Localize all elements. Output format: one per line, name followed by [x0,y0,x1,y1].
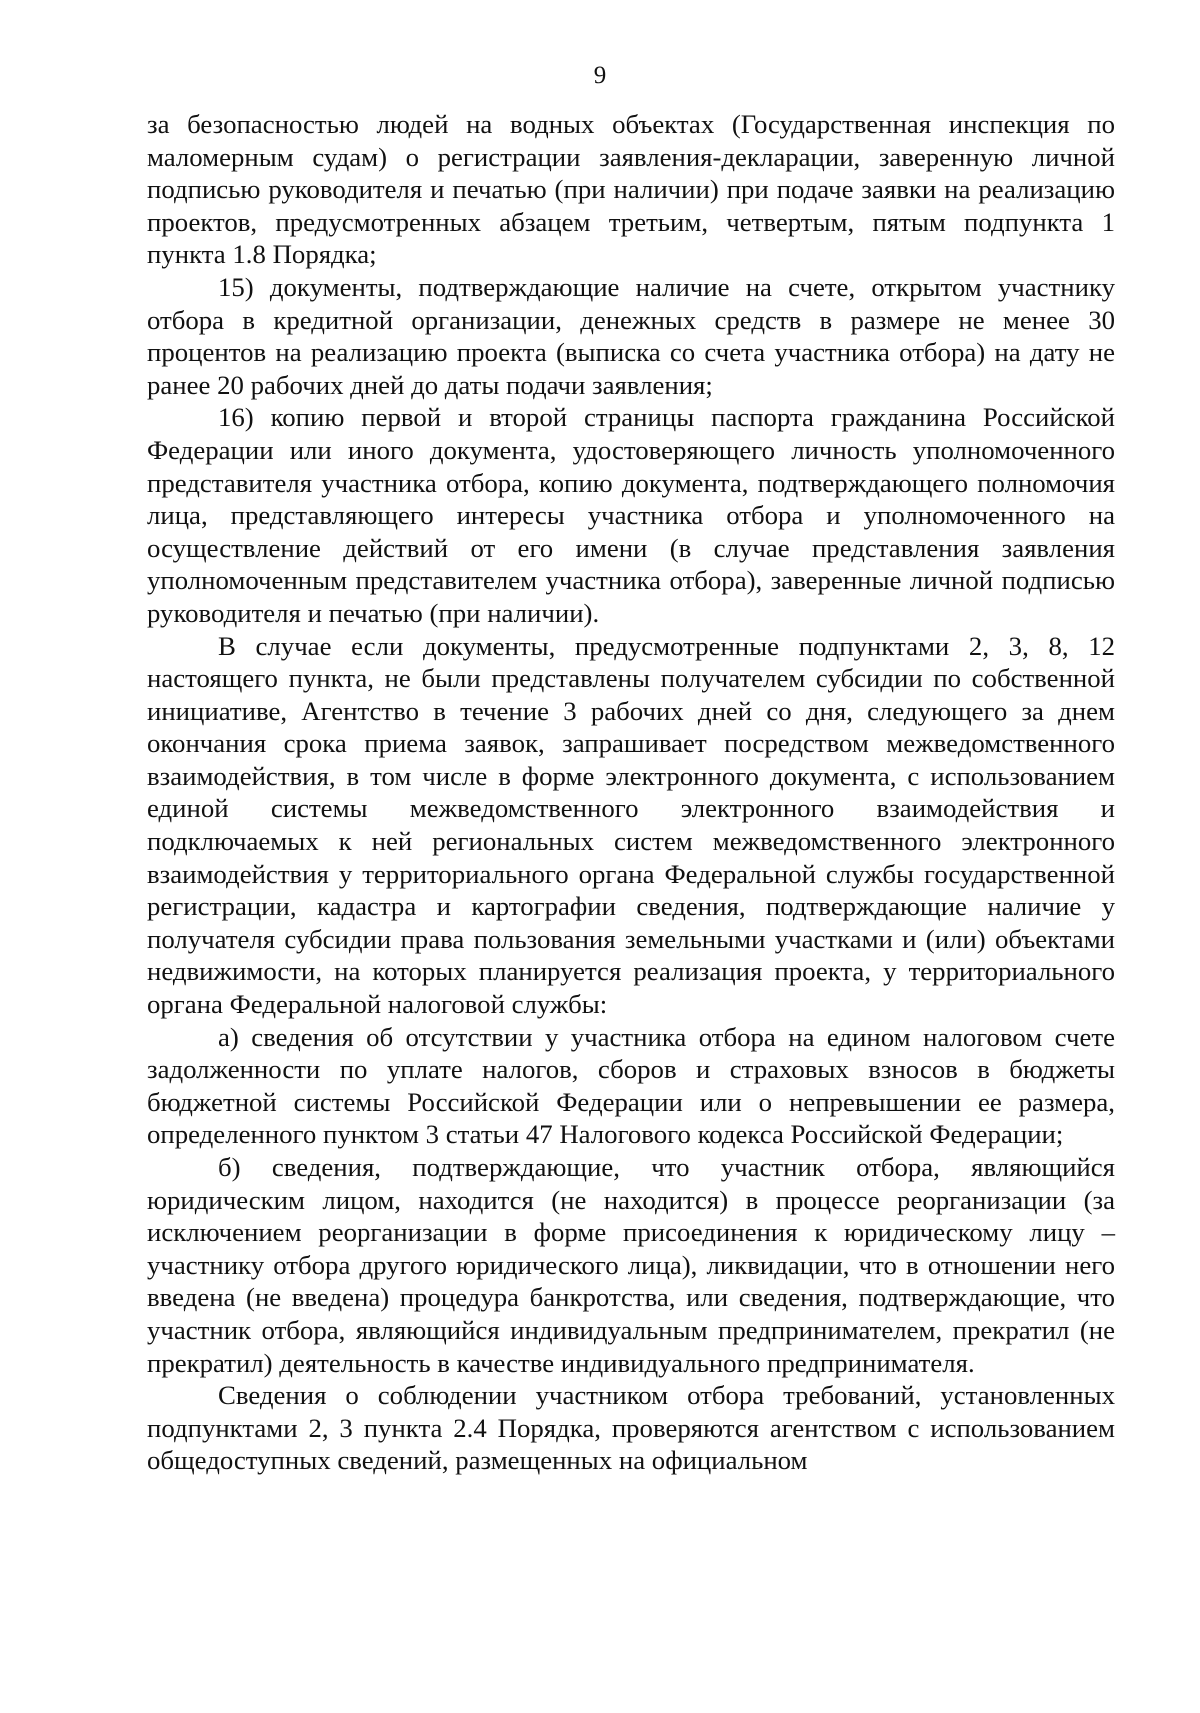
paragraph-interagency-request: В случае если документы, предусмотренные подпунктами 2, 3, 8, 12 настоящего пункта, не были представлены получателем субсидии по собственной инициативе, Агентство в течение 3 рабочих дней со дня, следующего за днем окончания срока приема заявок, запрашивает посредством межведомственного взаимодействия, в том числе в форме электронного документа, с использованием единой системы межведомственного электронного взаимодействия и подключаемых к ней региональных систем межведомственного электронного взаимодействия у территориального органа Федеральной службы государственной регистрации, кадастра и картографии сведения, подтверждающие наличие у получателя субсидии права пользования земельными участками и (или) объектами недвижимости, на которых планируется реализация проекта, у территориального органа Федеральной налоговой службы: [147,630,1115,1020]
paragraph-continuation: за безопасностью людей на водных объектах (Государственная инспекция по маломерным судам) о регистрации заявления-декларации, заверенную личной подписью руководителя и печатью (при наличии) при подаче заявки на реализацию проектов, предусмотренных абзацем третьим, четвертым, пятым подпункта 1 пункта 1.8 Порядка; [147,109,1115,270]
page-number: 9 [593,62,607,89]
document-body [147,108,1115,1477]
paragraph-subitem-a: а) сведения об отсутствии у участника отбора на едином налоговом счете задолженности по уплате налогов, сборов и страховых взносов в бюджеты бюджетной системы Российской Федерации или о непревышении ее размера, определенного пунктом 3 статьи 47 Налогового кодекса Российской Федерации; [147,1021,1115,1150]
paragraph-subitem-b: б) сведения, подтверждающие, что участник отбора, являющийся юридическим лицом, находится (не находится) в процессе реорганизации (за исключением реорганизации в форме присоединения к юридическому лицу – участнику отбора другого юридического лица), ликвидации, что в отношении него введена (не введена) процедура банкротства, или сведения, подтверждающие, что участник отбора, являющийся индивидуальным предпринимателем, прекратил (не прекратил) деятельность в качестве индивидуального предпринимателя. [147,1152,1115,1378]
paragraph-item-15: 15) документы, подтверждающие наличие на счете, открытом участнику отбора в кредитной организации, денежных средств в размере не менее 30 процентов на реализацию проекта (выписка со счета участника отбора) на дату не ранее 20 рабочих дней до даты подачи заявления; [147,271,1115,400]
paragraph-item-16: 16) копию первой и второй страницы паспорта гражданина Российской Федерации или иного документа, удостоверяющего личность уполномоченного представителя участника отбора, копию документа, подтверждающего полномочия лица, представляющего интересы участника отбора и уполномоченного на осуществление действий от его имени (в случае представления заявления уполномоченным представителем участника отбора), заверенные личной подписью руководителя и печатью (при наличии). [147,402,1115,628]
paragraph-compliance-check: Сведения о соблюдении участником отбора требований, установленных подпунктами 2, 3 пункта 2.4 Порядка, проверяются агентством с использованием общедоступных сведений, размещенных на официальном [147,1380,1115,1476]
